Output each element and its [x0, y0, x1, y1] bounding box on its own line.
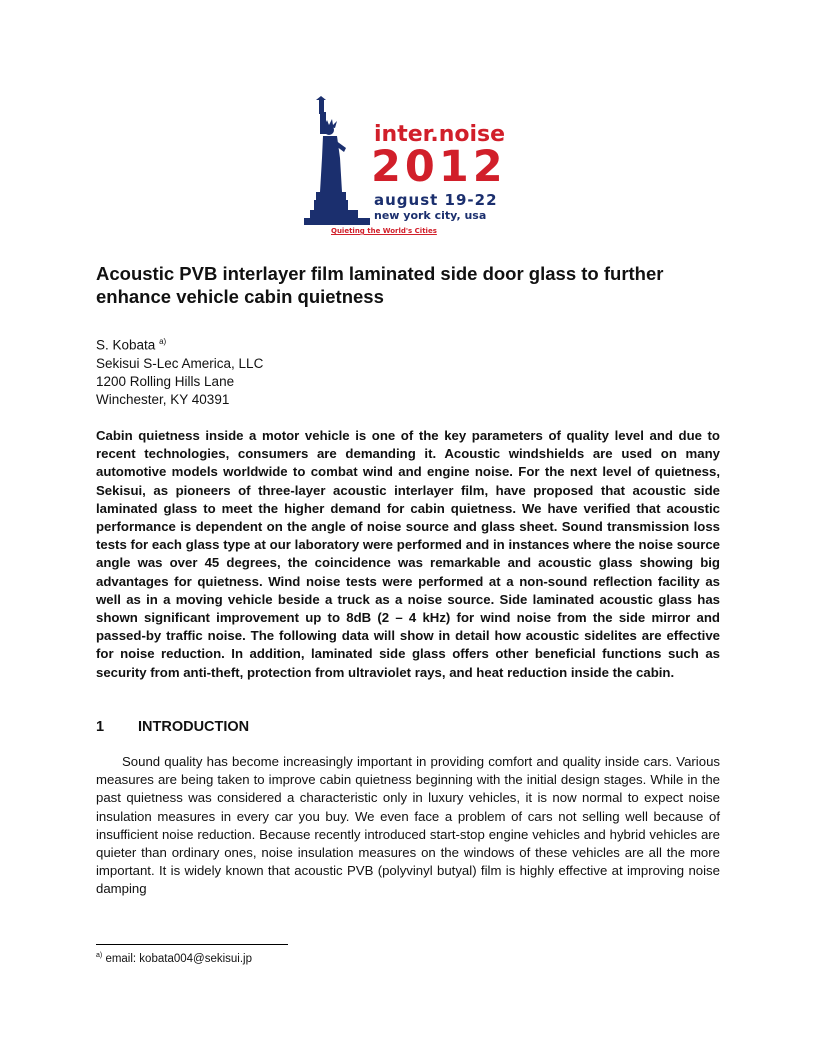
- conference-tagline: Quieting the World's Cities: [331, 227, 437, 235]
- conference-year: 2012: [371, 142, 507, 192]
- author-line: [96, 333, 496, 355]
- paper-title: Acoustic PVB interlayer film laminated side door glass to further enhance vehicle cabin quietness: [96, 263, 664, 307]
- intro-paragraph: Sound quality has become increasingly important in providing comfort and quality inside cars. Various measures are being taken to improve cabin quietness beginning with the initial design stages. While in the past quietness was considered a characteristic only in luxury vehicles, it is now normal to expect noise insulation measures in every car you buy. We even face a problem of cars not selling well because of insufficient noise reduction. Because recently introduced start-stop engine vehicles and hybrid vehicles are quieter than ordinary ones, noise insulation measures on the windows of these vehicles are all the more important. It is widely known that acoustic PVB (polyvinyl butyal) film is highly effective at improving noise damping: [96, 754, 720, 897]
- conference-logo: [302, 96, 507, 246]
- section-number: 1: [96, 719, 105, 735]
- footnote-email: email: kobata004@sekisui.jp: [105, 952, 252, 965]
- address-line-2: Winchester, KY 40391: [96, 391, 230, 407]
- footnote: [96, 952, 252, 965]
- conference-location: new york city, usa: [374, 209, 487, 222]
- statue-of-liberty-icon: [302, 96, 382, 236]
- footnote-mark: a): [96, 952, 103, 959]
- conference-name: inter.noise: [374, 122, 506, 147]
- section-title: INTRODUCTION: [138, 719, 250, 735]
- affiliation: Sekisui S-Lec America, LLC: [96, 355, 264, 371]
- abstract: Cabin quietness inside a motor vehicle is one of the key parameters of quality level and due to recent technologies, consumers are demanding it. Acoustic windshields are used on many automotive models worldwide to combat wind and engine noise. For the next level of quietness, Sekisui, as pioneers of three-layer acoustic interlayer film, have proposed that acoustic side laminated glass to meet the higher demand for cabin quietness. We have verified that acoustic performance is dependent on the angle of noise source and glass sheet. Sound transmission loss tests for each glass type at our laboratory were performed and in instances where the noise source angle was over 45 degrees, the coincidence was remarkable and acoustic glass showing big advantages for quietness. Wind noise tests were performed at a non-sound reflection facility as well as in a moving vehicle beside a truck as a noise source. Side laminated acoustic glass has shown significant improvement up to 8dB (2 – 4 kHz) for wind noise from the side mirror and passed-by traffic noise. The following data will show in detail how acoustic sidelites are effective for noise reduction. In addition, laminated side glass offers other beneficial functions such as security from anti-theft, protection from ultraviolet rays, and heat reduction inside the cabin.: [96, 428, 720, 680]
- address-line-1: 1200 Rolling Hills Lane: [96, 373, 235, 389]
- conference-dates: august 19-22: [374, 191, 498, 209]
- author-name: S. Kobata: [96, 337, 156, 353]
- footnote-divider: [96, 944, 288, 945]
- author-footnote-mark: a): [159, 337, 167, 346]
- section-heading: [96, 719, 249, 735]
- author-block: [96, 333, 496, 409]
